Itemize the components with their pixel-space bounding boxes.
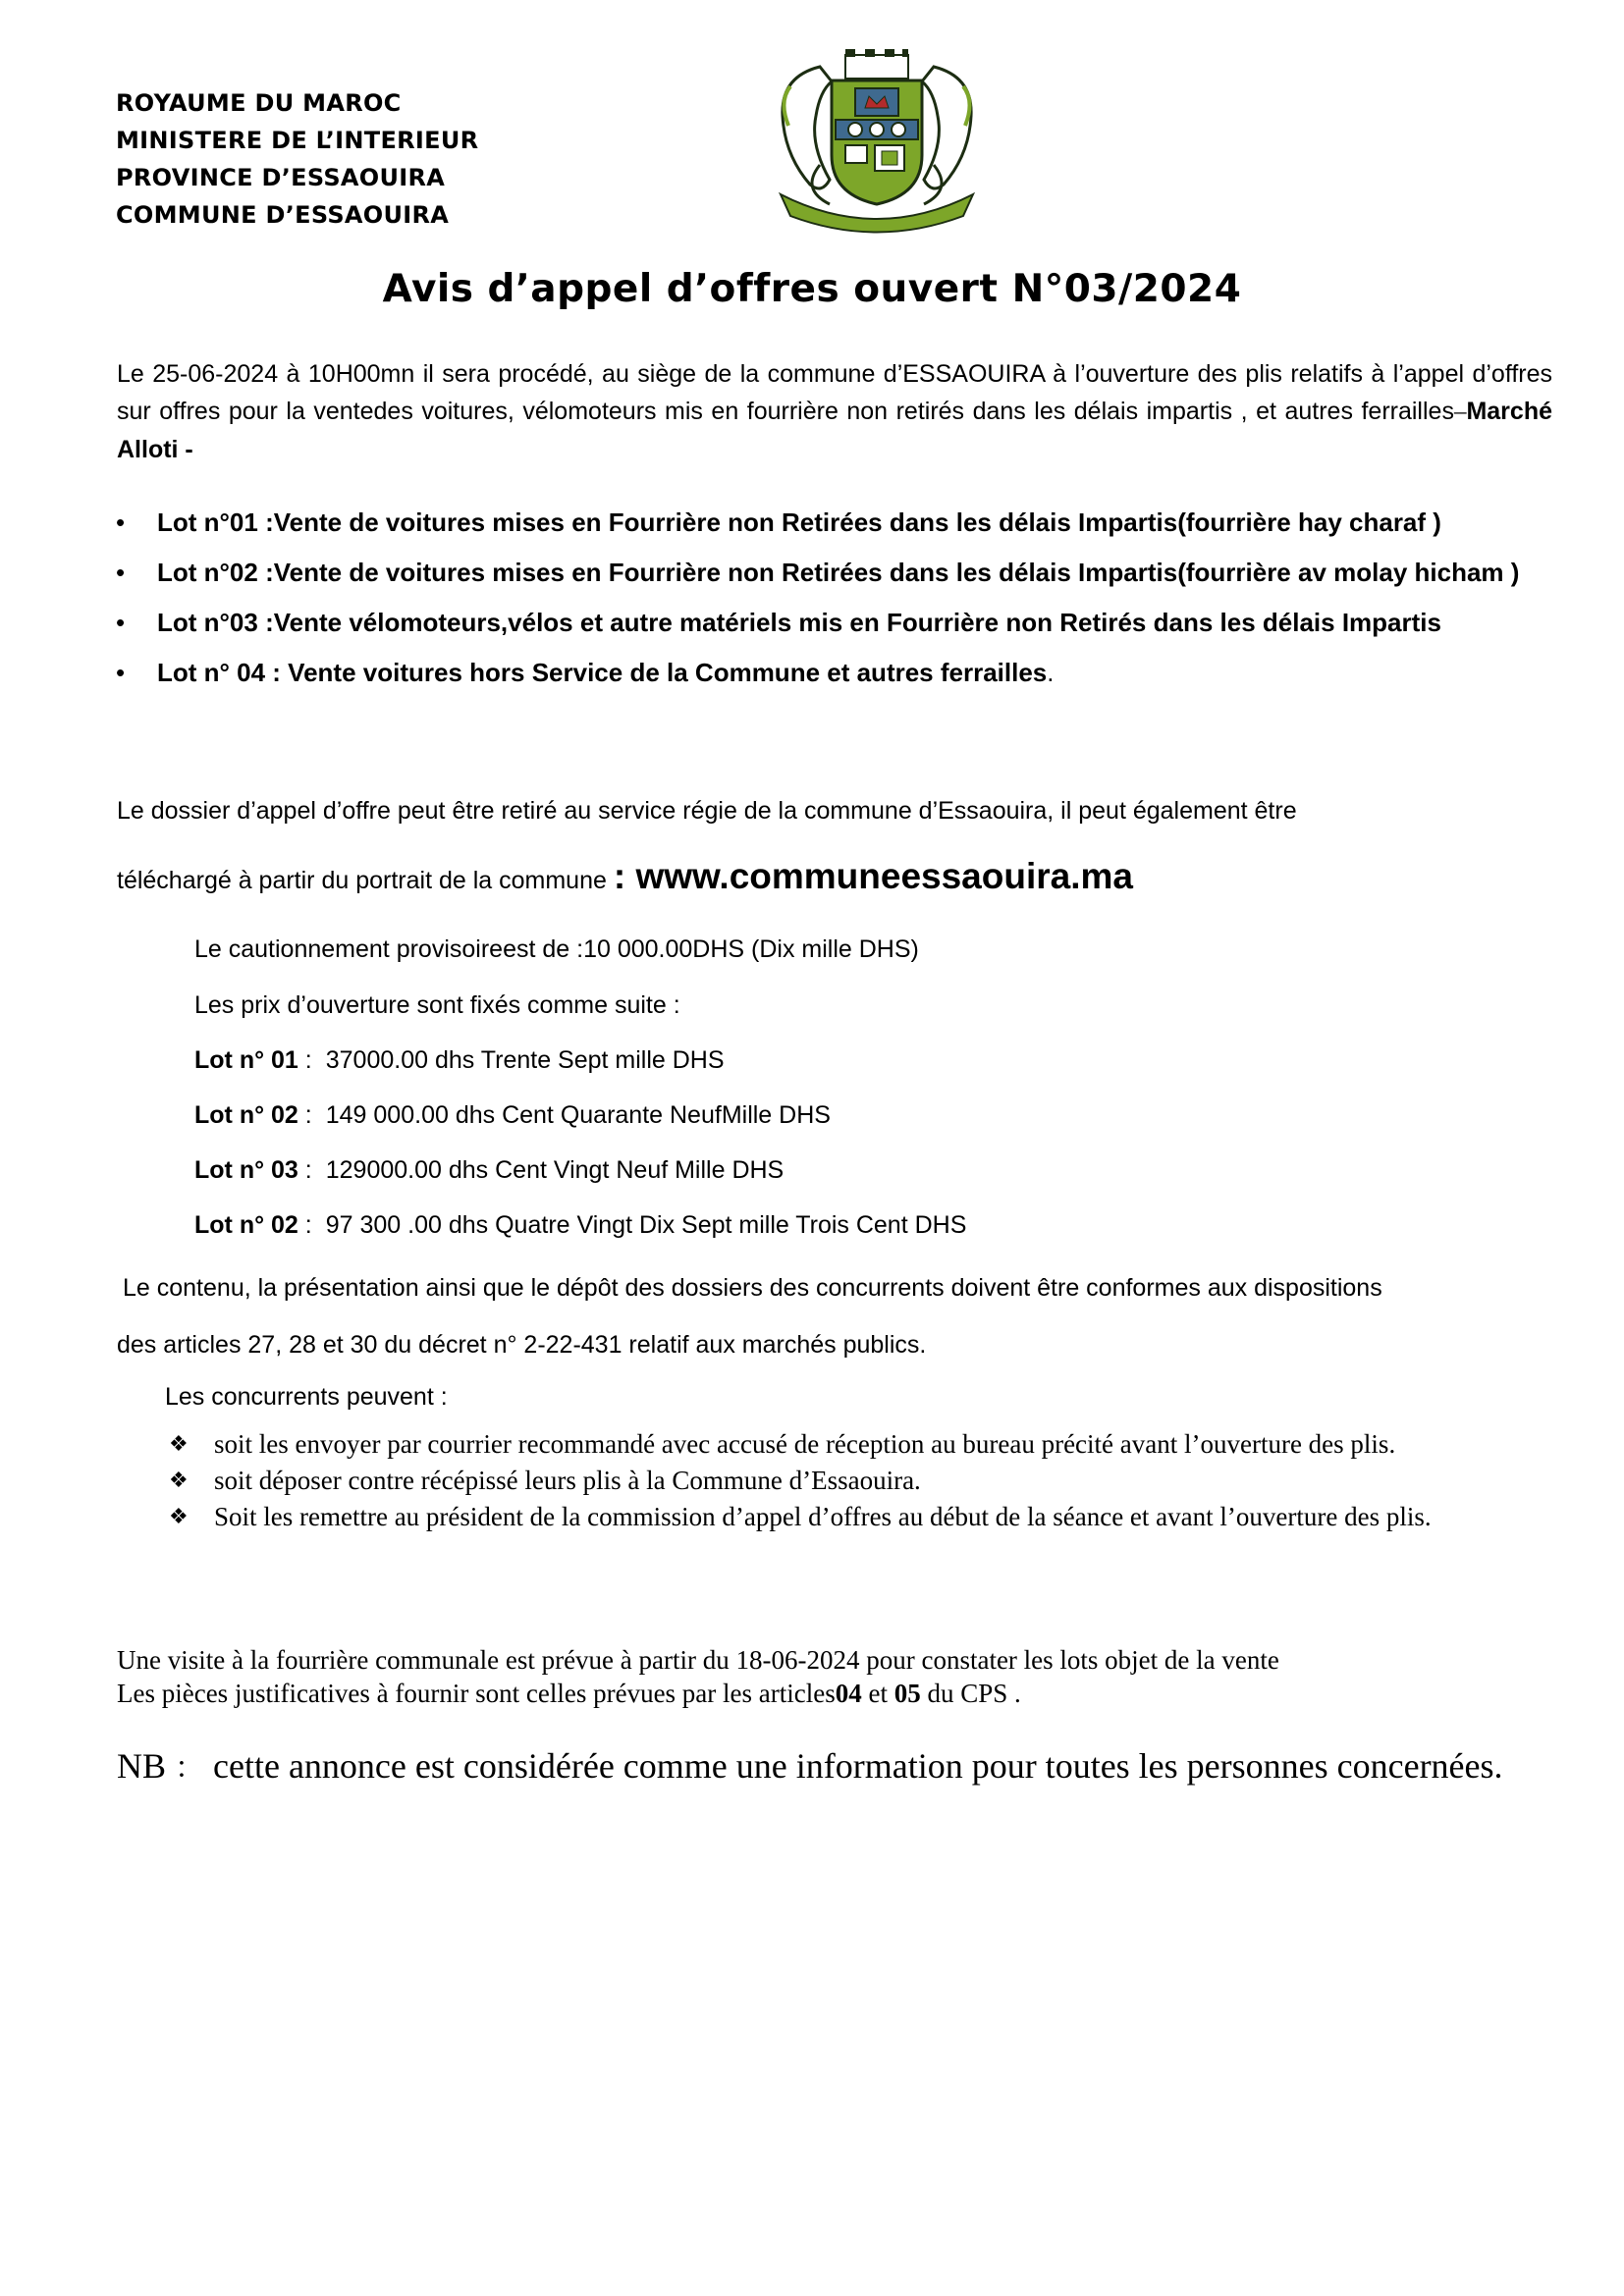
- bullet-icon: •: [116, 507, 126, 537]
- notice-title: Avis d’appel d’offres ouvert N°03/2024: [382, 267, 1242, 311]
- list-item: [116, 649, 1554, 696]
- nb-colon: ：: [175, 1751, 205, 1786]
- visite-text: Une visite à la fourrière communale est prévue à partir du 18-06-2024 pour constater les lots objet de la vente: [117, 1645, 1279, 1675]
- website-link[interactable]: : www.communeessaouira.ma: [613, 856, 1133, 896]
- price-sep: :: [298, 1101, 312, 1129]
- price-row: [194, 1156, 784, 1185]
- dossier-line-2: [117, 856, 1133, 897]
- dossier-text: téléchargé à partir du portrait de la commune: [117, 867, 607, 894]
- nb-note: [117, 1742, 1511, 1792]
- diamond-bullet-icon: ❖: [169, 1432, 189, 1457]
- price-sep: :: [298, 1211, 312, 1239]
- lot-text: Lot n°01 :Vente de voitures mises en Fourrière non Retirées dans les délais Impartis(fourrière hay charaf ): [157, 507, 1441, 537]
- price-lot-label: Lot n° 02: [194, 1101, 298, 1129]
- list-item: [116, 549, 1554, 596]
- logo-tower: [845, 55, 908, 79]
- price-value: 37000.00 dhs Trente Sept mille DHS: [325, 1046, 725, 1074]
- bullet-icon: •: [116, 608, 126, 637]
- contenu-line-1: Le contenu, la présentation ainsi que le dépôt des dossiers des concurrents doivent être conformes aux dispositions: [123, 1274, 1382, 1302]
- price-sep: :: [298, 1156, 312, 1184]
- caution-text: Le cautionnement provisoireest de :10 000.00DHS (Dix mille DHS): [194, 935, 919, 963]
- price-row: [194, 1211, 966, 1240]
- bullet-icon: •: [116, 658, 126, 687]
- intro-dash: –: [1453, 399, 1467, 425]
- pieces-article-2: 05: [893, 1679, 921, 1708]
- price-value: 97 300 .00 dhs Quatre Vingt Dix Sept mille Trois Cent DHS: [325, 1211, 967, 1239]
- option-text: Soit les remettre au président de la commission d’appel d’offres au début de la séance et avant l’ouverture des plis.: [214, 1502, 1432, 1531]
- contenu-line-2: des articles 27, 28 et 30 du décret n° 2-22-431 relatif aux marchés publics.: [117, 1331, 927, 1359]
- intro-paragraph: [117, 355, 1552, 468]
- dossier-line-1: Le dossier d’appel d’offre peut être retiré au service régie de la commune d’Essaouira, il peut également être: [117, 797, 1297, 825]
- pieces-before: Les pièces justificatives à fournir sont celles prévues par les articles: [117, 1679, 836, 1708]
- lot-text: Lot n°02 :Vente de voitures mises en Fourrière non Retirées dans les délais Impartis(fourrière av molay hicham ): [157, 558, 1520, 587]
- lot-suffix: .: [1047, 658, 1055, 687]
- intro-bold: Marché Alloti -: [117, 398, 1552, 463]
- coat-of-arms-icon: [761, 47, 993, 234]
- submission-options-list: [169, 1428, 1555, 1537]
- lot-text: Lot n° 04 : Vente voitures hors Service de la Commune et autres ferrailles: [157, 658, 1048, 687]
- pieces-after: du CPS .: [920, 1679, 1021, 1708]
- logo-right-supporter: [922, 67, 971, 188]
- nb-label: NB: [117, 1746, 167, 1786]
- header-line-ministry: MINISTERE DE L’INTERIEUR: [116, 127, 479, 154]
- header-line-commune: COMMUNE D’ESSAOUIRA: [116, 201, 450, 229]
- intro-text: Le 25-06-2024 à 10H00mn il sera procédé, au siège de la commune d’ESSAOUIRA à l’ouverture des plis relatifs à l’appel d’offres sur offres pour la ventedes voitures, vélomoteurs mis en fourrière non retirés dans les délais impartis , et autres ferrailles: [117, 360, 1552, 425]
- bullet-icon: •: [116, 558, 126, 587]
- option-text: soit les envoyer par courrier recommandé avec accusé de réception au bureau précité avant l’ouverture des plis.: [214, 1429, 1396, 1459]
- lots-list: [116, 499, 1554, 699]
- price-value: 129000.00 dhs Cent Vingt Neuf Mille DHS: [325, 1156, 785, 1184]
- list-item: [169, 1428, 1555, 1461]
- price-lot-label: Lot n° 03: [194, 1156, 298, 1184]
- price-sep: :: [298, 1046, 312, 1074]
- option-text: soit déposer contre récépissé leurs plis à la Commune d’Essaouira.: [214, 1466, 921, 1495]
- price-row: [194, 1101, 831, 1130]
- list-item: [169, 1501, 1555, 1533]
- price-row: [194, 1046, 725, 1075]
- issuer-header: [116, 84, 478, 234]
- list-item: [116, 599, 1554, 646]
- list-item: [116, 499, 1554, 546]
- pieces-article-1: 04: [835, 1679, 862, 1708]
- pieces-mid: et: [861, 1679, 894, 1708]
- header-line-province: PROVINCE D’ESSAOUIRA: [116, 164, 446, 191]
- price-lot-label: Lot n° 01: [194, 1046, 298, 1074]
- diamond-bullet-icon: ❖: [169, 1468, 189, 1493]
- price-lot-label: Lot n° 02: [194, 1211, 298, 1239]
- concurrents-intro: Les concurrents peuvent :: [165, 1383, 448, 1411]
- nb-text: cette annonce est considérée comme une information pour toutes les personnes concernées.: [213, 1746, 1503, 1786]
- pieces-text: [117, 1679, 1021, 1709]
- logo-left-supporter: [783, 67, 832, 188]
- list-item: [169, 1465, 1555, 1497]
- header-line-kingdom: ROYAUME DU MAROC: [116, 89, 402, 117]
- price-value: 149 000.00 dhs Cent Quarante NeufMille DHS: [325, 1101, 831, 1129]
- diamond-bullet-icon: ❖: [169, 1505, 189, 1529]
- prices-intro: Les prix d’ouverture sont fixés comme suite :: [194, 991, 680, 1019]
- lot-text: Lot n°03 :Vente vélomoteurs,vélos et autre matériels mis en Fourrière non Retirés dans les délais Impartis: [157, 608, 1441, 637]
